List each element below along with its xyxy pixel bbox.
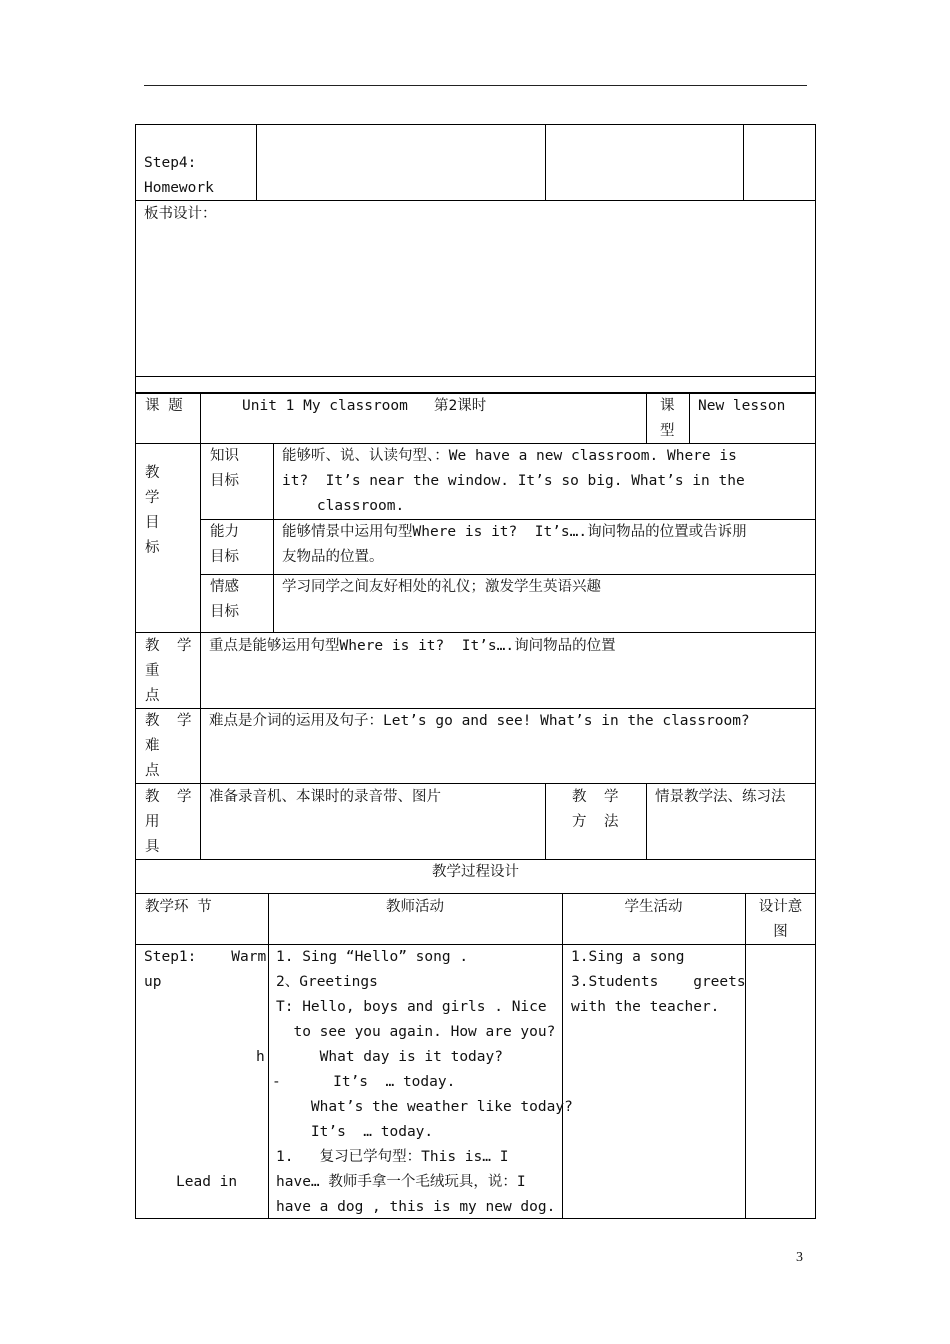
teaching-aids: 准备录音机、本课时的录音带、图片 [209,789,441,805]
row-divider [135,200,816,201]
knowledge-label: 知识 [210,448,239,464]
page-number: 3 [796,1250,803,1265]
teacher-activity-line: have… 教师手拿一个毛绒玩具，说：I [276,1174,526,1190]
student-activity-line: 1.Sing a song [571,949,685,965]
teacher-activity-line: 2、Greetings [276,974,378,990]
emotion-label: 情感 [210,579,239,595]
difficult-label: 难 [145,738,160,754]
teacher-activity-line: 1. Sing “Hello” song . [276,949,469,965]
col-divider [545,124,546,200]
col-divider [545,783,546,859]
key-label: 教 学 [145,638,192,654]
key-label: 点 [145,688,160,704]
teacher-activity-line: What’s the weather like today? [276,1099,573,1115]
knowledge-objective: it? It’s near the window. It’s so big. What’s in the [282,473,745,489]
col-divider [562,893,563,1219]
header-stage: 教学环 节 [145,899,212,915]
ability-label: 能力 [210,524,239,540]
teaching-method: 情景教学法、练习法 [655,789,786,805]
difficult-label: 教 学 [145,713,192,729]
teacher-activity-line: 1. 复习已学句型：This is… I [276,1149,509,1165]
col-divider [256,124,257,200]
lesson-type-label: 型 [660,423,675,439]
col-divider [646,783,647,859]
stray-letter: h [256,1049,265,1065]
step4-label: Step4: [144,155,197,171]
step1-stage: up [144,974,162,990]
header-design: 设计意 [758,899,803,915]
col-divider [200,393,201,859]
key-label: 重 [145,663,160,679]
homework-table [135,124,816,393]
emotion-objective: 学习同学之间友好相处的礼仪；激发学生英语兴趣 [282,579,601,595]
header-rule [144,85,807,86]
objectives-label: 教 [145,465,160,481]
objectives-label: 目 [145,515,160,531]
row-divider [135,376,816,377]
method-label: 方 法 [572,814,619,830]
row-divider [135,632,816,633]
key-point: 重点是能够运用句型Where is it? It’s….询问物品的位置 [209,638,616,654]
knowledge-label: 目标 [210,473,239,489]
lead-in-label: Lead in [176,1174,238,1190]
col-divider [273,443,274,632]
board-design-label: 板书设计： [144,206,217,222]
header-student: 学生活动 [624,899,683,915]
topic-label: 课 题 [145,398,183,414]
step4-homework-label: Homework [144,180,214,196]
aids-label: 教 学 [145,789,192,805]
teacher-activity-line: have a dog , this is my new dog. [276,1199,556,1215]
process-title: 教学过程设计 [432,864,519,880]
teacher-activity-line: - It’s … today. [272,1074,456,1090]
lesson-type-value: New lesson [698,398,786,414]
teacher-activity-line: It’s … today. [276,1124,434,1140]
objectives-label: 标 [145,540,160,556]
aids-label: 具 [145,839,160,855]
ability-objective: 友物品的位置。 [282,549,384,565]
aids-label: 用 [145,814,160,830]
row-divider [135,783,816,784]
knowledge-objective: 能够听、说、认读句型、：We have a new classroom. Where is [282,448,737,464]
ability-objective: 能够情景中运用句型Where is it? It’s….询问物品的位置或告诉朋 [282,524,747,540]
row-divider [135,893,816,894]
difficult-point: 难点是介词的运用及句子：Let’s go and see! What’s in the classroom? [209,713,750,729]
knowledge-objective: classroom. [282,498,405,514]
teacher-activity-line: T: Hello, boys and girls . Nice [276,999,547,1015]
difficult-label: 点 [145,763,160,779]
teacher-activity-line: What day is it today? [276,1049,503,1065]
student-activity-line: 3.Students greets [571,974,746,990]
topic-value: Unit 1 My classroom 第2课时 [242,398,487,414]
method-label: 教 学 [572,789,619,805]
header-design: 图 [773,924,788,940]
col-divider [646,393,647,443]
student-activity-line: with the teacher. [571,999,720,1015]
header-teacher: 教师活动 [386,899,444,915]
teacher-activity-line: to see you again. How are you? [276,1024,556,1040]
col-divider [689,393,690,443]
ability-label: 目标 [210,549,239,565]
col-divider [743,124,744,200]
emotion-label: 目标 [210,604,239,620]
step1-stage: Step1: Warm [144,949,267,965]
col-divider [268,893,269,1219]
lesson-type-label: 课 [660,398,675,414]
objectives-label: 学 [145,490,160,506]
